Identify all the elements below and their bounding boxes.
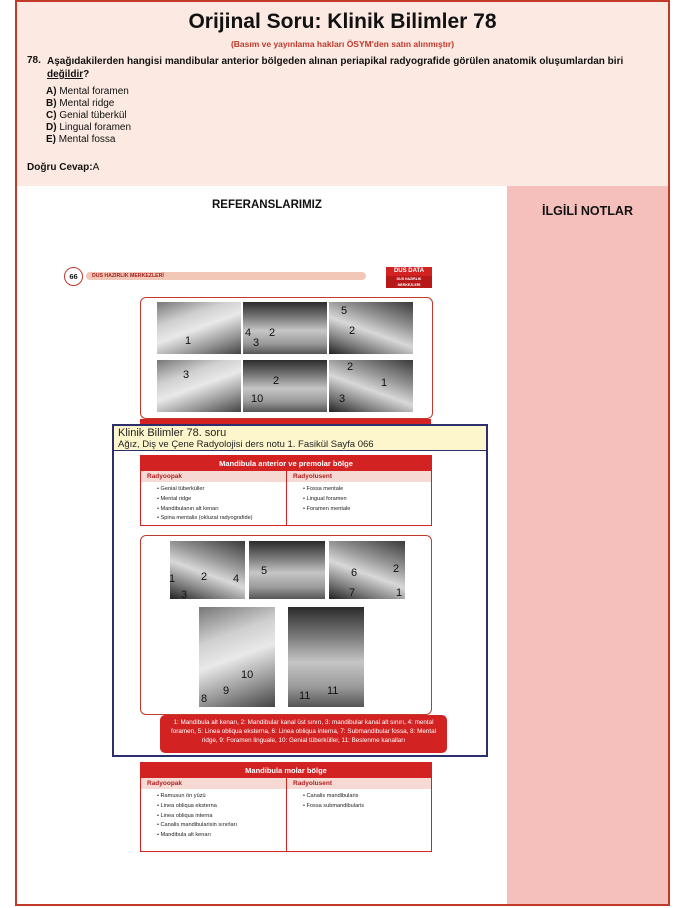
copyright-note: (Basım ve yayınlama hakları ÖSYM'den satın alınmıştır) [230,39,455,49]
radiograph-label: 3 [339,393,346,405]
option-key: C) [46,110,57,121]
overlay-header [114,426,486,451]
question-text-underlined: değildir [47,69,84,80]
list-item: • Fossa mentale [303,485,350,495]
textbook-page-number: 66 [64,267,83,286]
table-title: Mandibula anterior ve premolar bölge [141,456,431,471]
list-item: • Mandibula alt kenarı [157,831,237,841]
option-a [46,86,131,98]
radiograph-image [157,360,241,412]
column-header-radiopaque: Radyoopak [141,778,286,789]
radiograph-label: 3 [183,369,190,381]
option-key: A) [46,86,57,97]
list-item: • Foramen mentale [303,505,350,515]
radiograph-label: 1 [396,587,403,599]
list-item: • Spina mentalis (okluzal radyografide) [157,514,253,524]
question-text-main: Aşağıdakilerden hangisi mandibular anterior bölgeden alınan periapikal radyografide görülen anatomik oluşumlardan biri [47,56,624,67]
list-item: • Genial tüberküller [157,485,253,495]
list-item: • Lingual foramen [303,495,350,505]
list-item: • Fossa submandibularis [303,802,364,812]
overlay-title: Klinik Bilimler 78. soru [118,427,227,439]
question-text-end: ? [83,69,90,80]
question-panel [17,2,668,186]
radiograph-label: 2 [273,375,280,387]
radiograph-label: 4 [233,573,240,585]
option-d [46,122,131,134]
radiograph-label: 2 [349,325,356,337]
radiograph-label: 10 [241,669,254,681]
column-divider [286,471,287,525]
notes-title: İLGİLİ NOTLAR [542,204,633,218]
radiograph-label: 3 [253,337,260,349]
option-key: E) [46,134,56,145]
radiograph-label: 7 [349,587,356,599]
radiograph-image [199,607,275,707]
textbook-header [64,267,449,287]
radiograph-label: 2 [201,571,208,583]
list-item: • Linea obliqua eksterna [157,802,237,812]
radiograph-label: 2 [347,361,354,373]
radiograph-label: 2 [269,327,276,339]
option-key: D) [46,122,57,133]
radiograph-label: 5 [261,565,268,577]
option-key: B) [46,98,57,109]
overlay-subtitle: Ağız, Diş ve Çene Radyolojisi ders notu 1. Fasikül Sayfa 066 [118,439,374,450]
radiolucent-list [303,792,364,812]
option-text: Mental fossa [58,134,116,145]
radiograph-label: 2 [393,563,400,575]
list-item: • Linea obliqua interna [157,812,237,822]
radiograph-label: 10 [251,393,264,405]
column-header-radiolucent: Radyolusent [287,471,431,482]
list-item: • Canalis mandibularis [303,792,364,802]
logo-text: DUS DATA [393,268,425,274]
options-list [46,86,131,146]
radiograph-label: 8 [201,693,208,705]
table-molar [140,762,432,852]
radiograph-label: 1 [185,335,192,347]
table-anterior-premolar [140,455,432,526]
notes-panel [507,186,668,904]
radiograph-label: 11 [327,685,339,697]
references-title: REFERANSLARIMIZ [212,199,322,211]
option-text: Mental ridge [59,98,115,109]
list-item: • Mandibulanın alt kenarı [157,505,253,515]
page-title: Orijinal Soru: Klinik Bilimler 78 [188,10,497,33]
question-text [47,55,657,81]
radiograph-image [157,302,241,354]
list-item: • Canalis mandibularisin sınırları [157,821,237,831]
radiograph-label: 1 [381,377,388,389]
option-text: Lingual foramen [59,122,132,133]
radiograph-label: 11 [299,690,311,702]
radiograph-label: 9 [223,685,230,697]
radiograph-label: 1 [169,573,176,585]
answer-value: A [92,162,100,173]
radiograph-panel-top [140,297,433,419]
column-header-radiolucent: Radyolusent [287,778,431,789]
document-frame [15,0,670,906]
list-item: • Mental ridge [157,495,253,505]
option-text: Mental foramen [59,86,129,97]
list-item: • Ramusun ön yüzü [157,792,237,802]
radiograph-label: 6 [351,567,358,579]
column-divider [286,778,287,851]
answer-label: Doğru Cevap: [27,162,93,173]
radiograph-panel-bottom [140,535,432,715]
dus-data-logo [386,267,432,287]
correct-answer [27,162,99,173]
option-b [46,98,131,110]
table-title: Mandibula molar bölge [141,763,431,778]
logo-subtext: DUS HAZIRLIK MERKEZLERİ [386,276,432,288]
radiograph-label: 3 [181,589,188,601]
figure-caption: 1: Mandibula alt kenarı, 2: Mandibular kanal üst sınırı, 3: mandibular kanal alt sınırı, 4: mental foramen, 5: Linea obliqua eksterna, 6: Linea obliqua interna, 7: Submandibular fossa, 8: Mental ridge, 9: Foramen linguale, 10: Genial tüberküller, 11: Beslenme kanalları [160,715,447,753]
radiopaque-list [157,485,253,524]
option-e [46,134,131,146]
radiolucent-list [303,485,350,514]
column-header-radiopaque: Radyoopak [141,471,286,482]
radiopaque-list [157,792,237,841]
question-number: 78. [27,55,41,66]
radiograph-label: 4 [245,327,252,339]
radiograph-label: 5 [341,305,348,317]
option-c [46,110,131,122]
option-text: Genial tüberkül [59,110,127,121]
textbook-header-text: DUS HAZIRLIK MERKEZLERİ [92,273,164,279]
